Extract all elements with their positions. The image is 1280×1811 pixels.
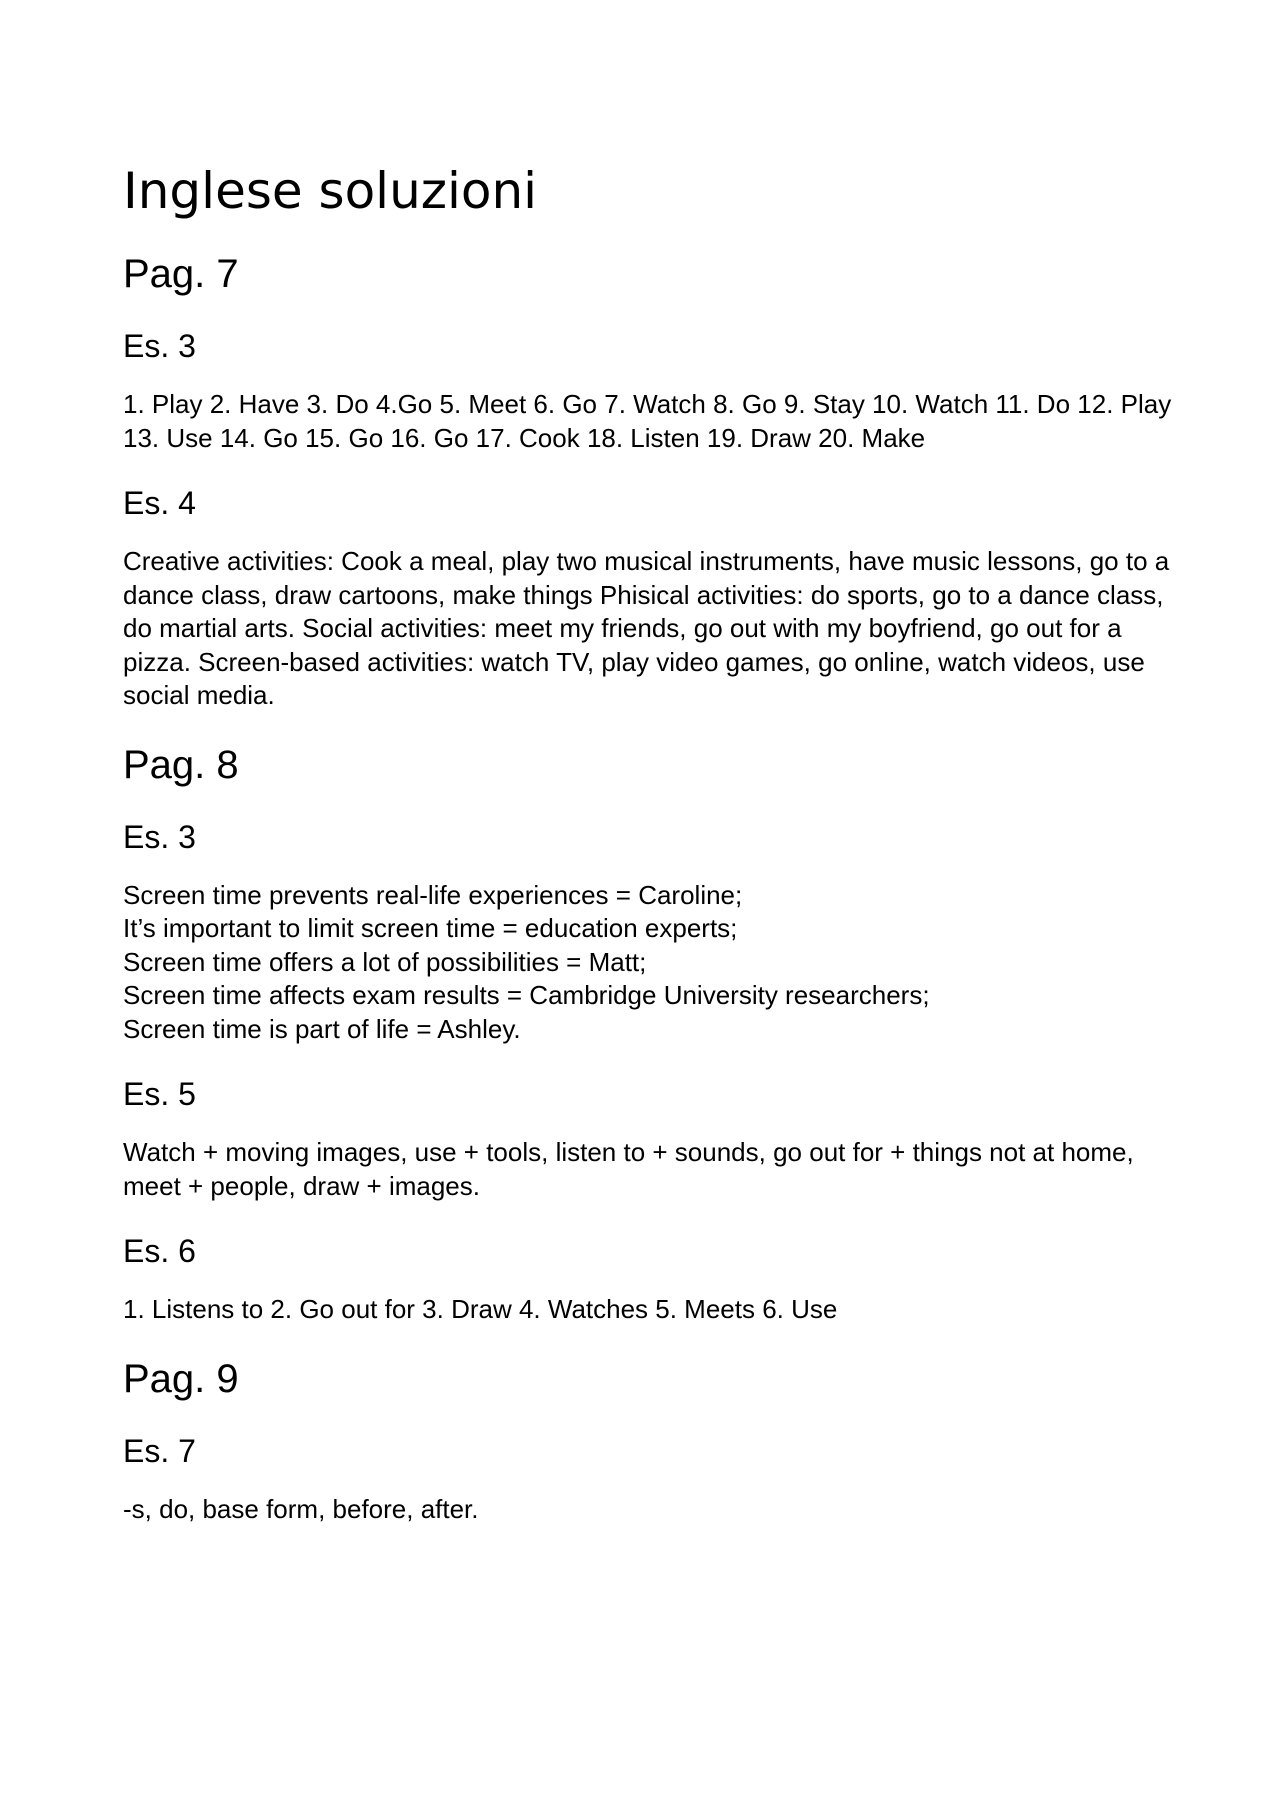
section-pag-9 xyxy=(123,1353,1175,1527)
section-pag-8 xyxy=(123,739,1175,1327)
exercise-text: Creative activities: Cook a meal, play two musical instruments, have music lessons, go to a dance class, draw cartoons, make things Phisical activities: do sports, go to a dance class, do martial arts. Social activities: meet my friends, go out with my boyfriend, go out for a pizza. Screen-based activities: watch TV, play video games, go online, watch videos, use social media. xyxy=(123,546,1170,710)
exercise-heading: Es. 4 xyxy=(123,485,196,521)
exercise-line: Screen time is part of life = Ashley. xyxy=(123,1013,521,1044)
page-heading: Pag. 8 xyxy=(123,742,239,787)
exercise-heading: Es. 3 xyxy=(123,328,196,364)
page-heading: Pag. 9 xyxy=(123,1356,239,1401)
page-heading: Pag. 7 xyxy=(123,252,239,296)
exercise-text: -s, do, base form, before, after. xyxy=(123,1493,479,1524)
exercise-line: Screen time affects exam results = Cambridge University researchers; xyxy=(123,980,930,1010)
exercise-text: Watch + moving images, use + tools, listen to + sounds, go out for + things not at home, meet + people, draw + images. xyxy=(123,1137,1134,1201)
exercise-heading: Es. 6 xyxy=(123,1233,196,1269)
exercise-heading: Es. 3 xyxy=(123,818,196,855)
document-page xyxy=(123,156,1175,1552)
exercise-line: It’s important to limit screen time = education experts; xyxy=(123,913,738,943)
exercise-text: 1. Play 2. Have 3. Do 4.Go 5. Meet 6. Go 7. Watch 8. Go 9. Stay 10. Watch 11. Do 12. Play 13. Use 14. Go 15. Go 16. Go 17. Cook 18. Listen 19. Draw 20. Make xyxy=(123,389,1172,453)
exercise-line: Screen time offers a lot of possibilities = Matt; xyxy=(123,946,647,977)
document-title: Inglese soluzioni xyxy=(123,162,538,220)
exercise-text xyxy=(123,879,1175,1047)
exercise-heading: Es. 5 xyxy=(123,1076,196,1112)
exercise-line: Screen time prevents real-life experiences = Caroline; xyxy=(123,879,743,910)
exercise-text: 1. Listens to 2. Go out for 3. Draw 4. Watches 5. Meets 6. Use xyxy=(123,1294,838,1324)
section-pag-7 xyxy=(123,248,1175,713)
exercise-heading: Es. 7 xyxy=(123,1432,196,1469)
